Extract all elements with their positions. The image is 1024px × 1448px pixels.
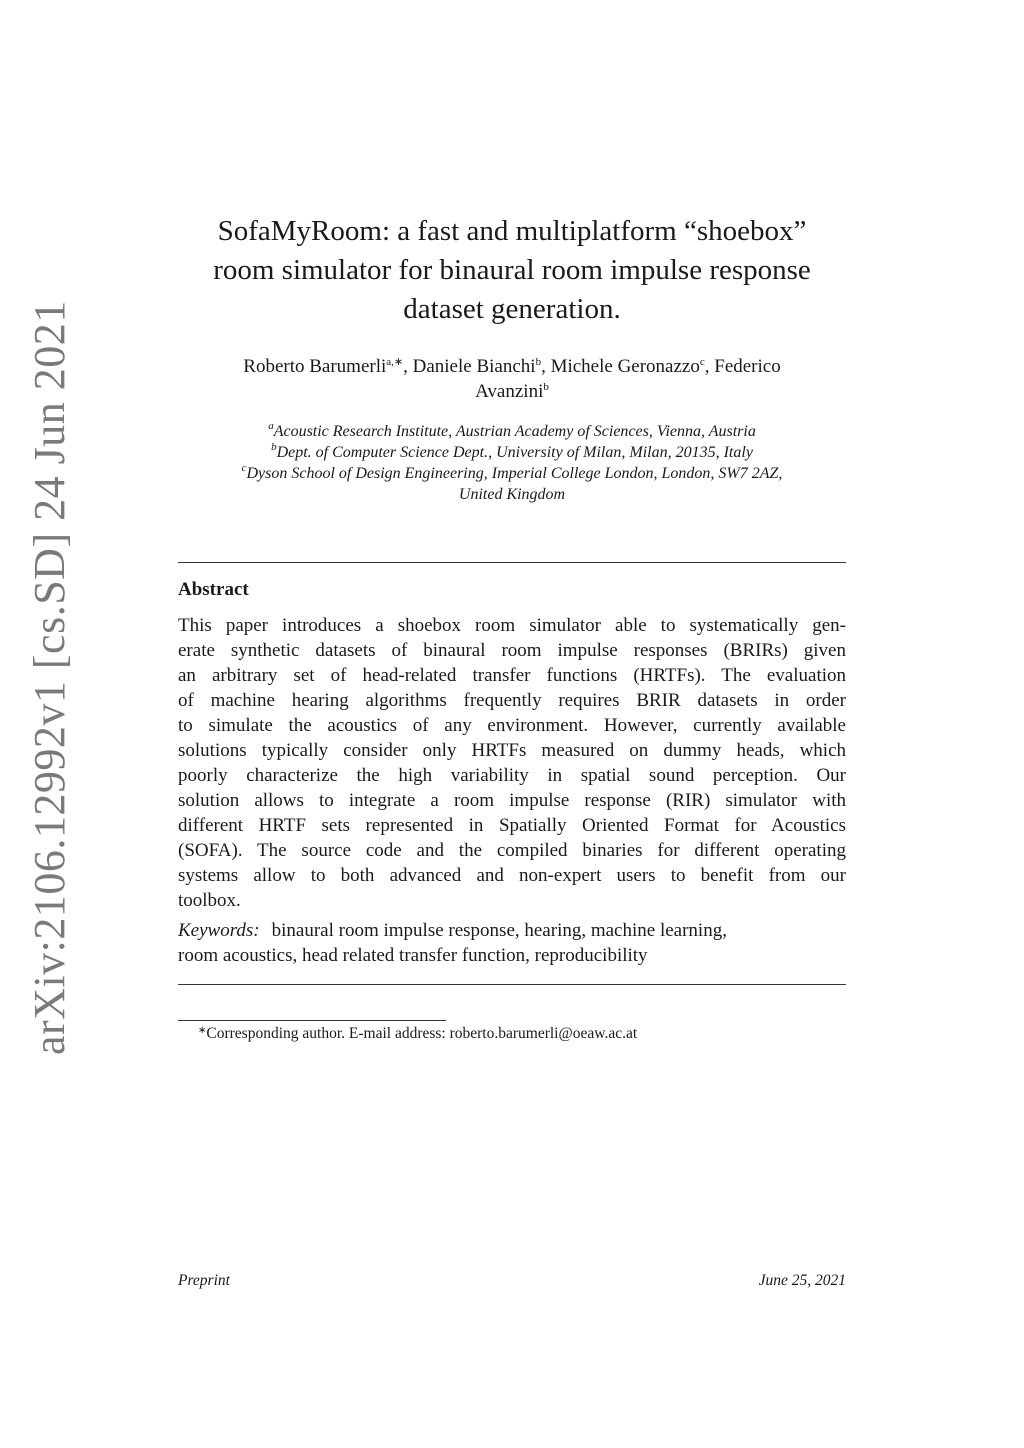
abstract-line: different HRTF sets represented in Spatially Oriented Format for Acoustics <box>178 815 846 836</box>
author-name: , Daniele Bianchi <box>403 356 536 377</box>
author-name: , Federico <box>704 356 781 377</box>
abstract-top-rule <box>178 562 846 563</box>
author-affiliation-mark: b <box>543 381 549 393</box>
abstract-line: erate synthetic datasets of binaural room impulse responses (BRIRs) given <box>178 640 846 661</box>
arxiv-identifier-stamp: arXiv:2106.12992v1 [cs.SD] 24 Jun 2021 <box>25 300 74 1055</box>
abstract-line: of machine hearing algorithms frequently requires BRIR datasets in order <box>178 690 846 711</box>
title-line: dataset generation. <box>403 293 621 325</box>
keywords-text: binaural room impulse response, hearing, machine learning, <box>271 920 727 941</box>
footer-preprint-label: Preprint <box>178 1272 230 1289</box>
author-list <box>180 354 844 404</box>
abstract-line: toolbox. <box>178 890 241 911</box>
abstract-line: poorly characterize the high variability in spatial sound perception. Our <box>178 765 846 786</box>
abstract-line: (SOFA). The source code and the compiled binaries for different operating <box>178 840 846 861</box>
affiliation-text: Dept. of Computer Science Dept., University of Milan, Milan, 20135, Italy <box>276 444 753 461</box>
keywords-line <box>178 918 846 943</box>
author-affiliation-mark: a,∗ <box>386 356 404 368</box>
affiliation-mark: c <box>241 462 247 474</box>
title-line: SofaMyRoom: a fast and multiplatform “shoebox” <box>217 215 807 247</box>
keywords-line <box>178 943 846 968</box>
affiliation-mark: b <box>271 441 277 453</box>
abstract-line: an arbitrary set of head-related transfer functions (HRTFs). The evaluation <box>178 665 846 686</box>
paper-title <box>180 212 844 329</box>
abstract-line: solution allows to integrate a room impulse response (RIR) simulator with <box>178 790 846 811</box>
author-name: Roberto Barumerli <box>243 356 387 377</box>
affiliation-item <box>180 421 844 442</box>
title-line: room simulator for binaural room impulse response <box>213 254 811 286</box>
keywords-label: Keywords: <box>178 920 260 941</box>
abstract-bottom-rule <box>178 984 846 985</box>
author-affiliation-mark: c <box>699 356 705 368</box>
keywords-text: room acoustics, head related transfer function, reproducibility <box>178 945 648 966</box>
keywords <box>178 918 846 968</box>
author-name: , Michele Geronazzo <box>541 356 700 377</box>
author-line <box>180 379 844 404</box>
abstract-line: This paper introduces a shoebox room simulator able to systematically gen- <box>178 615 846 636</box>
footnote-text: Corresponding author. E-mail address: roberto.barumerli@oeaw.ac.at <box>206 1025 638 1042</box>
footnote-mark: ∗ <box>198 1025 207 1036</box>
affiliation-list <box>180 421 844 505</box>
affiliation-text: Dyson School of Design Engineering, Imperial College London, London, SW7 2AZ, <box>246 465 783 482</box>
affiliation-item <box>180 463 844 484</box>
abstract-heading: Abstract <box>178 579 249 600</box>
abstract-line: to simulate the acoustics of any environment. However, currently available <box>178 715 846 736</box>
affiliation-text: Acoustic Research Institute, Austrian Academy of Sciences, Vienna, Austria <box>273 423 756 440</box>
footnote-rule <box>178 1020 446 1021</box>
abstract-line: systems allow to both advanced and non-expert users to benefit from our <box>178 865 846 886</box>
abstract-line: solutions typically consider only HRTFs measured on dummy heads, which <box>178 740 846 761</box>
affiliation-item <box>180 442 844 463</box>
footnote <box>198 1024 637 1044</box>
affiliation-text: United Kingdom <box>458 486 566 503</box>
abstract-body <box>178 613 846 913</box>
author-line <box>180 354 844 379</box>
author-name: Avanzini <box>475 381 544 402</box>
affiliation-item <box>180 484 844 505</box>
affiliation-mark: a <box>268 420 274 432</box>
author-affiliation-mark: b <box>535 356 542 368</box>
footer-date: June 25, 2021 <box>758 1272 846 1289</box>
